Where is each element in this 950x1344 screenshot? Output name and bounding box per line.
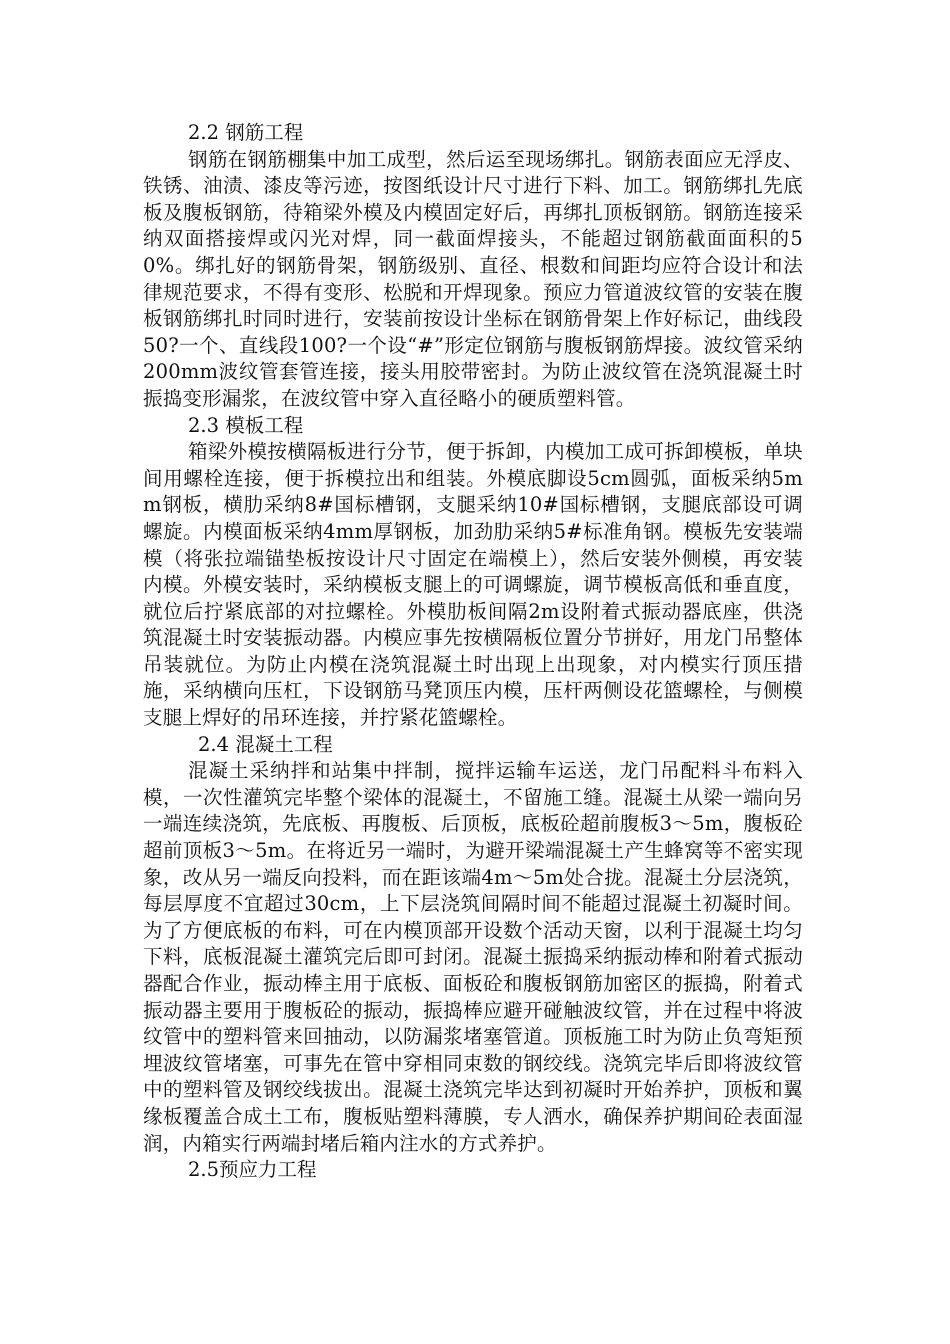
section-heading-prestress: 2.5预应力工程 xyxy=(188,1158,317,1182)
section-formwork xyxy=(143,413,803,732)
section-concrete xyxy=(143,732,803,1158)
section-rebar xyxy=(143,120,803,413)
section-heading-rebar: 2.2 钢筋工程 xyxy=(188,121,304,144)
section-paragraph-concrete: 混凝土采纳拌和站集中拌制，搅拌运输车运送，龙门吊配料斗布料入模，一次性灌筑完毕整个梁体的混凝土，不留施工缝。混凝土从梁一端向另一端连续浇筑，先底板、再腹板、后顶板，底板砼超前腹板3～5m，腹板砼超前顶板3～5m。在将近另一端时，为避开梁端混凝土产生蜂窝等不密实现象，改从另一端反向投料，而在距该端4m～5m处合拢。混凝土分层浇筑，每层厚度不宜超过30cm，上下层浇筑间隔时间不能超过混凝土初凝时间。为了方便底板的布料，可在内模顶部开设数个活动天窗，以利于混凝土均匀下料，底板混凝土灌筑完后即可封闭。混凝土振捣采纳振动棒和附着式振动器配合作业，振动棒主用于底板、面板砼和腹板钢筋加密区的振捣，附着式振动器主要用于腹板砼的振动，振捣棒应避开碰触波纹管，并在过程中将波纹管中的塑料管来回抽动，以防漏浆堵塞管道。顶板施工时为防止负弯矩预埋波纹管堵塞，可事先在管中穿相同束数的钢绞线。浇筑完毕后即将波纹管中的塑料管及钢绞线拔出。混凝土浇筑完毕达到初凝时开始养护，顶板和翼缘板覆盖合成土工布，腹板贴塑料薄膜，专人洒水，确保养护期间砼表面湿润，内箱实行两端封堵后箱内注水的方式养护。 xyxy=(143,759,803,1155)
section-paragraph-rebar: 钢筋在钢筋棚集中加工成型，然后运至现场绑扎。钢筋表面应无浮皮、铁锈、油渍、漆皮等污迹，按图纸设计尺寸进行下料、加工。钢筋绑扎先底板及腹板钢筋，待箱梁外模及内模固定好后，再绑扎顶板钢筋。钢筋连接采纳双面搭接焊或闪光对焊，同一截面焊接头，不能超过钢筋截面面积的50%。绑扎好的钢筋骨架，钢筋级别、直径、根数和间距均应符合设计和法律规范要求，不得有变形、松脱和开焊现象。预应力管道波纹管的安装在腹板钢筋绑扎时同时进行，安装前按设计坐标在钢筋骨架上作好标记，曲线段50?一个、直线段100?一个设“#”形定位钢筋与腹板钢筋焊接。波纹管采纳200mm波纹管套管连接，接头用胶带密封。为防止波纹管在浇筑混凝土时振捣变形漏浆，在波纹管中穿入直径略小的硬质塑料管。 xyxy=(143,147,803,410)
document-body xyxy=(143,120,803,1184)
section-paragraph-formwork: 箱梁外模按横隔板进行分节，便于拆卸，内模加工成可拆卸模板，单块间用螺栓连接，便于拆模拉出和组装。外模底脚设5cm圆弧，面板采纳5mm钢板，横肋采纳8#国标槽钢，支腿采纳10#国标槽钢，支腿底部设可调螺旋。内模面板采纳4mm厚钢板，加劲肋采纳5#标准角钢。模板先安装端模（将张拉端锚垫板按设计尺寸固定在端模上），然后安装外侧模，再安装内模。外模安装时，采纳模板支腿上的可调螺旋，调节模板高低和垂直度，就位后拧紧底部的对拉螺栓。外模肋板间隔2m设附着式振动器底座，供浇筑混凝土时安装振动器。内模应事先按横隔板位置分节拼好，用龙门吊整体吊装就位。为防止内模在浇筑混凝土时出现上出现象，对内模实行顶压措施，采纳横向压杠，下设钢筋马凳顶压内模，压杆两侧设花篮螺栓，与侧模支腿上焊好的吊环连接，并拧紧花篮螺栓。 xyxy=(143,440,803,730)
section-heading-formwork: 2.3 模板工程 xyxy=(188,413,304,437)
section-heading-concrete: 2.4 混凝土工程 xyxy=(198,732,333,756)
section-prestress xyxy=(143,1157,803,1184)
